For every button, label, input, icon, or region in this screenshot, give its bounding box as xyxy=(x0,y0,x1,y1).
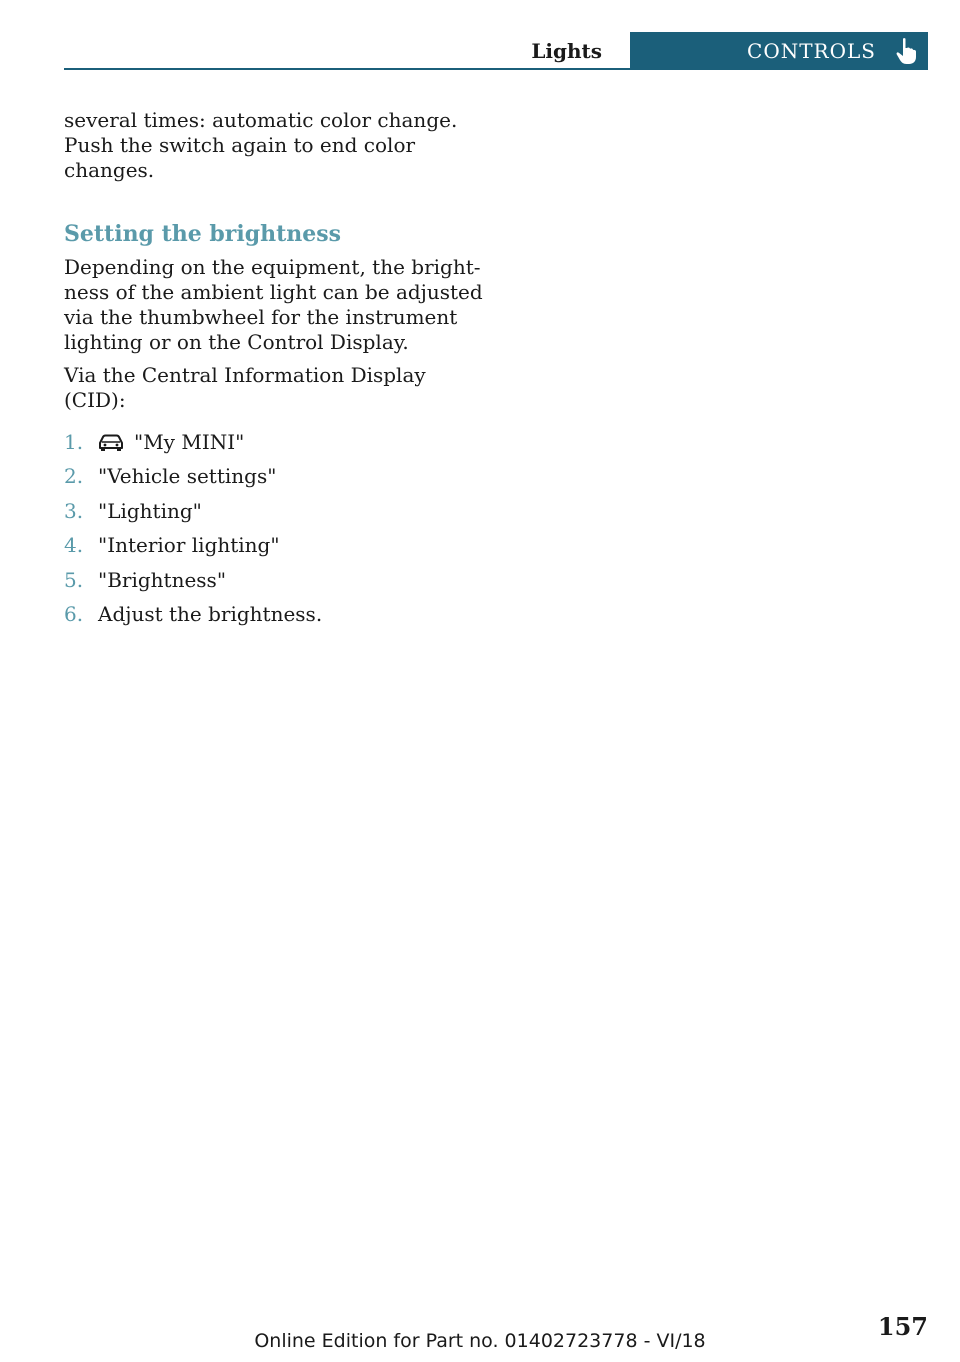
step-number: 4. xyxy=(64,533,84,558)
step-text: "Interior lighting" xyxy=(98,533,280,558)
via-paragraph: Via the Central Information Display (CID): xyxy=(64,363,426,412)
list-item xyxy=(64,494,484,529)
list-item xyxy=(64,460,484,495)
list-item xyxy=(64,529,484,564)
step-text: "Brightness" xyxy=(98,567,227,592)
step-text: "My MINI" xyxy=(134,429,245,454)
step-number: 2. xyxy=(64,464,84,489)
chapter-title: CONTROLS xyxy=(747,39,876,63)
list-item xyxy=(64,563,484,598)
step-text: "Lighting" xyxy=(98,498,202,523)
step-number: 1. xyxy=(64,429,84,454)
step-number: 3. xyxy=(64,498,84,523)
section-title: Lights xyxy=(531,39,602,63)
step-number: 5. xyxy=(64,567,84,592)
step-text: Adjust the brightness. xyxy=(98,602,323,627)
chapter-tab xyxy=(630,32,928,70)
page-number: 157 xyxy=(877,1312,928,1341)
intro-paragraph: several times: automatic color change. Push the switch again to end color changes. xyxy=(64,108,458,182)
section-heading: Setting the brightness xyxy=(64,221,342,247)
main-content xyxy=(64,108,484,632)
steps-list xyxy=(64,425,484,632)
list-item xyxy=(64,598,484,633)
step-text: "Vehicle settings" xyxy=(98,464,277,489)
step-number: 6. xyxy=(64,602,84,627)
body-paragraph: Depending on the equipment, the bright‐ ness of the ambient light can be adjusted via the thumbwheel for the instrument lighting or on the Control Display. xyxy=(64,255,483,354)
page-header xyxy=(64,32,928,70)
list-item xyxy=(64,425,484,460)
footer-edition: Online Edition for Part no. 01402723778 - VI/18 xyxy=(254,1330,706,1352)
pointing-hand-icon xyxy=(894,37,918,65)
car-icon xyxy=(98,432,124,452)
